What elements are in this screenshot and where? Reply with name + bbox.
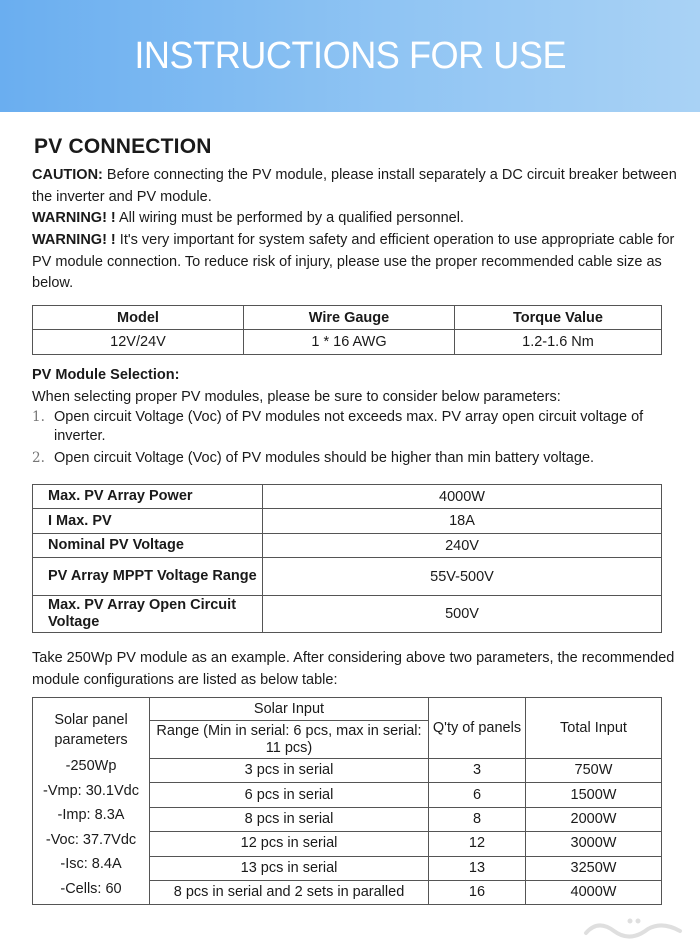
param-line: -Imp: 8.3A — [57, 807, 125, 823]
table-row — [33, 558, 662, 596]
solar-input-header: Solar Input — [150, 698, 429, 721]
watermark-logo-icon — [578, 913, 688, 943]
cell-model: 12V/24V — [33, 330, 244, 355]
cell-qty: 16 — [429, 880, 526, 904]
table-row — [33, 485, 662, 509]
list-text: Open circuit Voltage (Voc) of PV modules not exceeds max. PV array open circuit voltage of inverter. — [54, 409, 644, 444]
cell-qty: 13 — [429, 856, 526, 880]
caution-paragraph — [32, 165, 682, 208]
spec-key: I Max. PV — [33, 509, 263, 534]
watermark-logo — [578, 913, 688, 943]
cell-range: 8 pcs in serial and 2 sets in paralled — [150, 880, 429, 904]
list-text: Open circuit Voltage (Voc) of PV modules should be higher than min battery voltage. — [54, 450, 595, 466]
param-line: -Voc: 37.7Vdc — [45, 831, 137, 848]
panel-parameters — [33, 698, 150, 905]
module-selection-intro: When selecting proper PV modules, please be sure to consider below parameters: — [32, 389, 561, 405]
page-title: INSTRUCTIONS FOR USE — [134, 34, 566, 77]
cell-range: 6 pcs in serial — [150, 783, 429, 807]
spec-key: PV Array MPPT Voltage Range — [33, 558, 263, 596]
parameter-list — [32, 408, 682, 471]
cell-qty: 3 — [429, 759, 526, 783]
warning-paragraph-1 — [32, 208, 682, 230]
param-line: -250Wp — [65, 758, 117, 774]
spec-key: Max. PV Array Power — [33, 485, 263, 509]
column-header-wire-gauge: Wire Gauge — [244, 306, 455, 330]
cell-torque: 1.2-1.6 Nm — [455, 330, 662, 355]
param-line: -Isc: 8.4A — [60, 856, 122, 872]
spec-value: 55V-500V — [263, 558, 662, 596]
cell-range: 12 pcs in serial — [150, 832, 429, 856]
caution-text: Before connecting the PV module, please install separately a DC circuit breaker between the inverter and PV module. — [32, 167, 677, 205]
table-header-row — [33, 306, 662, 330]
param-line: -Cells: 60 — [60, 880, 122, 897]
cell-total: 750W — [526, 759, 662, 783]
warning-label: WARNING! ! — [32, 232, 116, 248]
column-header-model: Model — [33, 306, 244, 330]
module-config-table — [32, 697, 662, 905]
cell-range: 3 pcs in serial — [150, 759, 429, 783]
column-header-torque: Torque Value — [455, 306, 662, 330]
spec-value: 4000W — [263, 485, 662, 509]
cell-total: 1500W — [526, 783, 662, 807]
spec-key: Nominal PV Voltage — [33, 534, 263, 558]
table-header-row — [33, 698, 662, 721]
param-line: -Vmp: 30.1Vdc — [43, 782, 139, 799]
warning-label: WARNING! ! — [32, 210, 116, 226]
list-number: 2. — [32, 450, 45, 466]
list-number: 1. — [32, 409, 45, 425]
example-paragraph: Take 250Wp PV module as an example. After considering above two parameters, the recommended module configurations are listed as below table: — [32, 650, 675, 688]
cell-qty: 12 — [429, 832, 526, 856]
cell-total: 2000W — [526, 807, 662, 831]
table-row — [33, 534, 662, 558]
warning-text: It's very important for system safety and efficient operation to use appropriate cable for PV module connection. To reduce risk of injury, please use the proper recommended cable size as below. — [32, 232, 675, 291]
cell-total: 3000W — [526, 832, 662, 856]
cell-qty: 8 — [429, 807, 526, 831]
cell-range: 8 pcs in serial — [150, 807, 429, 831]
list-item — [32, 449, 682, 468]
warning-text: All wiring must be performed by a qualified personnel. — [115, 210, 464, 226]
list-item — [32, 408, 682, 446]
table-row — [33, 509, 662, 534]
cable-size-table — [32, 305, 662, 355]
header-banner — [0, 0, 700, 112]
range-header: Range (Min in serial: 6 pcs, max in serial: 11 pcs) — [150, 721, 429, 759]
params-heading: Solar panel parameters — [54, 712, 128, 748]
cell-total: 3250W — [526, 856, 662, 880]
cell-wire-gauge: 1 * 16 AWG — [244, 330, 455, 355]
spec-value: 240V — [263, 534, 662, 558]
warning-paragraph-2 — [32, 230, 682, 295]
qty-header: Q'ty of panels — [429, 698, 526, 759]
cell-qty: 6 — [429, 783, 526, 807]
cell-range: 13 pcs in serial — [150, 856, 429, 880]
table-row — [33, 596, 662, 633]
spec-value: 500V — [263, 596, 662, 633]
total-input-header: Total Input — [526, 698, 662, 759]
pv-spec-table — [32, 484, 662, 633]
cell-total: 4000W — [526, 880, 662, 904]
module-selection-title: PV Module Selection: — [32, 367, 180, 383]
spec-key: Max. PV Array Open Circuit Voltage — [33, 596, 263, 633]
table-row — [33, 330, 662, 355]
caution-label: CAUTION: — [32, 167, 103, 183]
section-title: PV CONNECTION — [34, 135, 212, 158]
spec-value: 18A — [263, 509, 662, 534]
